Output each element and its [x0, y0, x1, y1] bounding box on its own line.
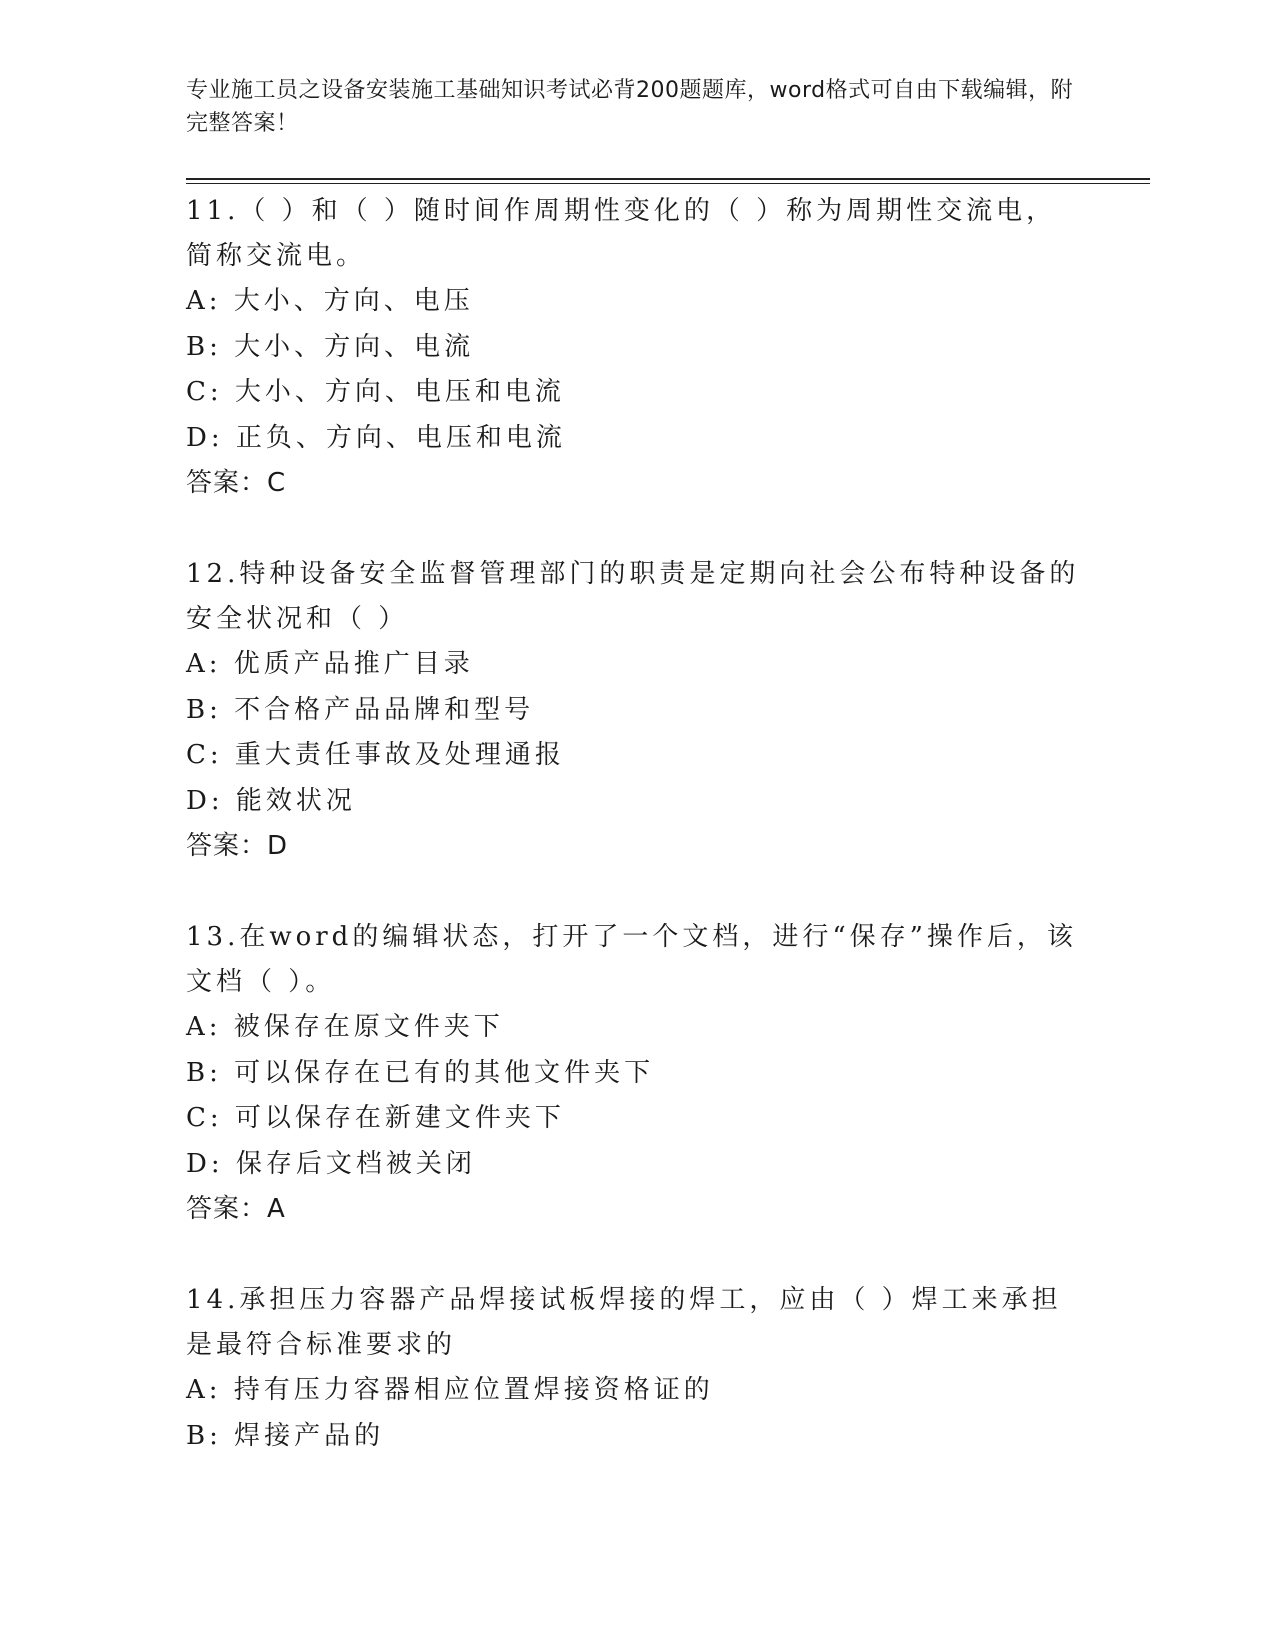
- option-a: A: 大小、方向、电压: [186, 286, 474, 316]
- question-text: 14.承担压力容器产品焊接试板焊接的焊工，应由（ ）焊工来承担是最符合标准要求的: [186, 1285, 1062, 1360]
- answer-line: 答案：A: [186, 1194, 286, 1224]
- option-b: B: 不合格产品品牌和型号: [186, 694, 535, 725]
- answer-line: 答案：D: [186, 831, 289, 861]
- header-divider-thin: [186, 183, 1150, 184]
- question-text: 12.特种设备安全监督管理部门的职责是定期向社会公布特种设备的安全状况和（ ）: [186, 559, 1080, 634]
- question-12: [186, 552, 1086, 869]
- question-14: [186, 1278, 1086, 1459]
- document-header: 专业施工员之设备安装施工基础知识考试必背200题题库，word格式可自由下载编辑，附完整答案！: [186, 78, 1074, 136]
- answer-line: 答案：C: [186, 468, 287, 498]
- question-13: [186, 915, 1086, 1232]
- option-a: A: 被保存在原文件夹下: [186, 1012, 504, 1042]
- question-list: [186, 189, 1086, 1505]
- option-b: B: 焊接产品的: [186, 1420, 385, 1451]
- option-b: B: 可以保存在已有的其他文件夹下: [186, 1057, 655, 1088]
- option-a: A: 持有压力容器相应位置焊接资格证的: [186, 1375, 714, 1405]
- option-c: C: 重大责任事故及处理通报: [186, 740, 565, 770]
- question-11: [186, 189, 1086, 506]
- option-d: D: 能效状况: [186, 785, 356, 816]
- header-divider-thick: [186, 178, 1150, 180]
- option-b: B: 大小、方向、电流: [186, 331, 475, 362]
- option-a: A: 优质产品推广目录: [186, 649, 474, 679]
- option-c: C: 可以保存在新建文件夹下: [186, 1103, 565, 1133]
- option-d: D: 保存后文档被关闭: [186, 1148, 476, 1179]
- question-text: 11.（ ）和（ ）随时间作周期性变化的（ ）称为周期性交流电，简称交流电。: [186, 196, 1057, 271]
- option-c: C: 大小、方向、电压和电流: [186, 377, 565, 407]
- option-d: D: 正负、方向、电压和电流: [186, 422, 566, 453]
- question-text: 13.在word的编辑状态，打开了一个文档，进行“保存”操作后，该文档（ ）。: [186, 922, 1077, 997]
